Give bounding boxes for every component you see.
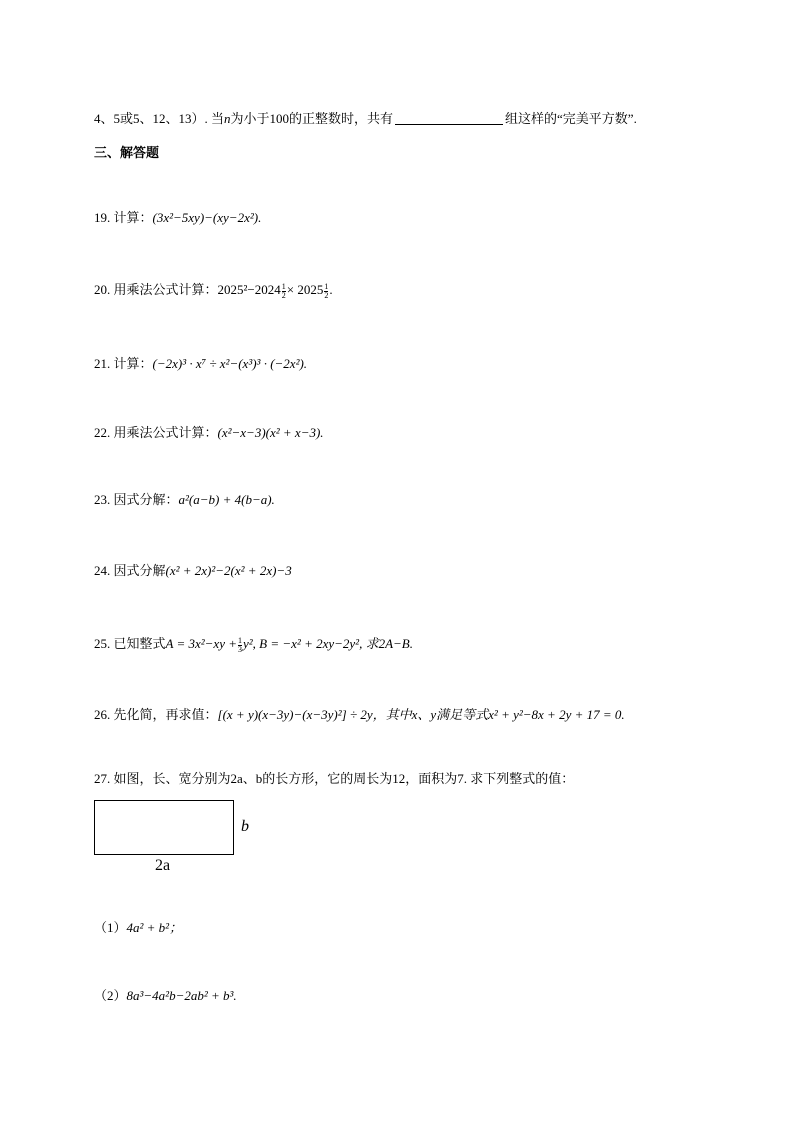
section-heading: 三、解答题 (94, 146, 160, 161)
question-19: 19. 计算：(3x²−5xy)−(xy−2x²). (94, 210, 262, 225)
subquestion-2: （2）8a³−4a²b−2ab² + b³. (94, 988, 237, 1003)
question-24: 24. 因式分解(x² + 2x)²−2(x² + 2x)−3 (94, 563, 292, 578)
fraction-half: $\frac{1}{2}$ (281, 281, 286, 300)
question-26: 26. 先化简，再求值：[(x + y)(x−3y)−(x−3y)²] ÷ 2y，其中x、y满足等式x² + y²−8x + 2y + 17 = 0. (94, 707, 625, 722)
question-21: 21. 计算：(−2x)³ · x⁷ ÷ x²−(x³)³ · (−2x²). (94, 356, 308, 371)
rectangle-width-label: 2a (155, 857, 171, 874)
question-23: 23. 因式分解：a²(a−b) + 4(b−a). (94, 492, 275, 507)
fraction-half: $\frac{1}{2}$ (324, 281, 329, 300)
fraction-third: $\frac{1}{3}$ (238, 635, 242, 654)
rectangle-height-label: b (241, 818, 249, 835)
answer-blank[interactable] (395, 110, 503, 125)
continuation-line: 4、5或5、12、13）. 当n为小于100的正整数时，共有 组这样的“完美平方数”. (94, 111, 637, 126)
question-22: 22. 用乘法公式计算：(x²−x−3)(x² + x−3). (94, 425, 324, 440)
subquestion-1: （1）4a² + b²； (94, 920, 183, 935)
question-27: 27. 如图，长、宽分别为2a、b的长方形，它的周长为12，面积为7. 求下列整式的值： (94, 771, 575, 786)
rectangle-figure (94, 800, 234, 855)
question-25: 25. 已知整式A = 3x²−xy + $\frac{1}{3}$ y², B = −x² + 2xy−2y², 求2A−B. (94, 635, 413, 654)
question-20: 20. 用乘法公式计算：2025²−2024 $\frac{1}{2}$ × 2025 $\frac{1}{2}$ . (94, 281, 333, 300)
